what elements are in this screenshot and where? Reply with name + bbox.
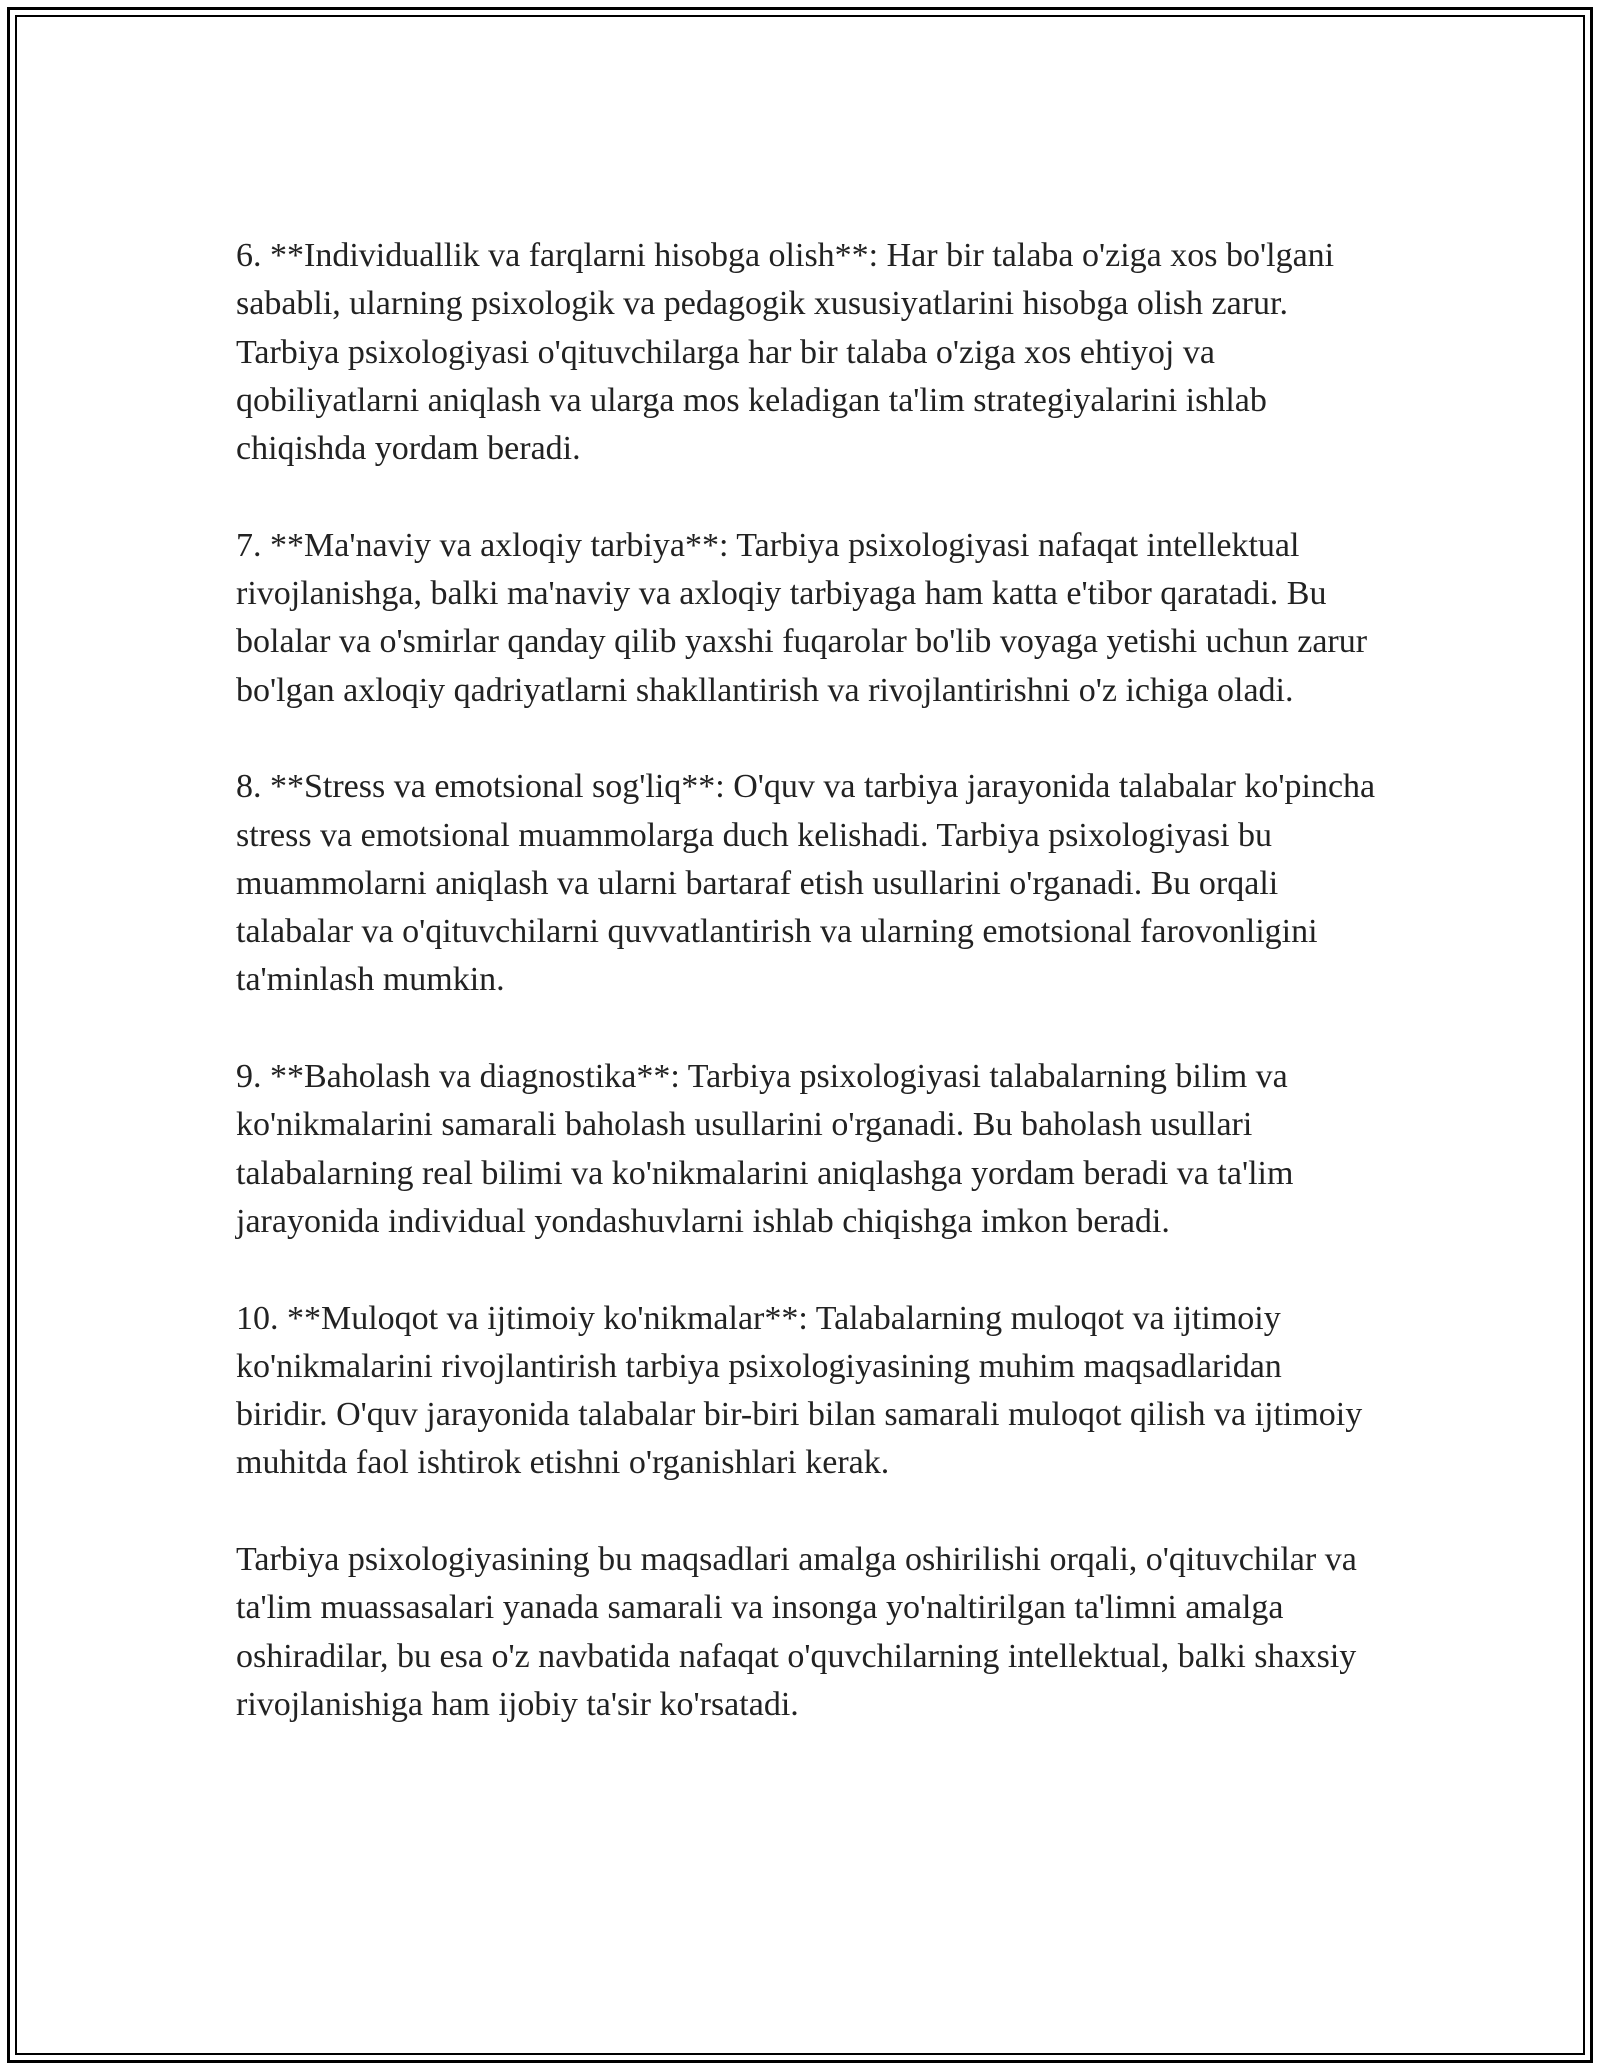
paragraph-conclusion: Tarbiya psixologiyasining bu maqsadlari amalga oshirilishi orqali, o'qituvchilar va ta'lim muassasalari yanada samarali va insonga yo'naltirilgan ta'limni amalga oshiradilar, bu esa o'z navbatida nafaqat o'quvchilarning intellektual, balki shaxsiy rivojlanishiga ham ijobiy ta'sir ko'rsatadi. [236, 1541, 1357, 1723]
paragraph-item-9: 9. **Baholash va diagnostika**: Tarbiya psixologiyasi talabalarning bilim va ko'nikmalarini samarali baholash usullarini o'rganadi. Bu baholash usullari talabalarning real bilimi va ko'nikmalarini aniqlashga yordam beradi va ta'lim jarayonida individual yondashuvlarni ishlab chiqishga imkon beradi. [236, 1058, 1294, 1240]
paragraph-item-8: 8. **Stress va emotsional sog'liq**: O'quv va tarbiya jarayonida talabalar ko'pincha stress va emotsional muammolarga duch kelishadi. Tarbiya psixologiyasi bu muammolarni aniqlash va ularni bartaraf etish usullarini o'rganadi. Bu orqali talabalar va o'qituvchilarni quvvatlantirish va ularning emotsional farovonligini ta'minlash mumkin. [236, 768, 1376, 999]
paragraph-item-7: 7. **Ma'naviy va axloqiy tarbiya**: Tarbiya psixologiyasi nafaqat intellektual rivojlanishga, balki ma'naviy va axloqiy tarbiyaga ham katta e'tibor qaratadi. Bu bolalar va o'smirlar qanday qilib yaxshi fuqarolar bo'lib voyaga yetishi uchun zarur bo'lgan axloqiy qadriyatlarni shakllantirish va rivojlantirishni o'z ichiga oladi. [236, 526, 1368, 709]
paragraph-item-10: 10. **Muloqot va ijtimoiy ko'nikmalar**: Talabalarning muloqot va ijtimoiy ko'nikmalarini rivojlantirish tarbiya psixologiyasining muhim maqsadlaridan biridir. O'quv jarayonida talabalar bir-biri bilan samarali muloqot qilish va ijtimoiy muhitda faol ishtirok etishni o'rganishlari kerak. [236, 1299, 1363, 1482]
paragraph-item-6: 6. **Individuallik va farqlarni hisobga olish**: Har bir talaba o'ziga xos bo'lgani sababli, ularning psixologik va pedagogik xususiyatlarini hisobga olish zarur. Tarbiya psixologiyasi o'qituvchilarga har bir talaba o'ziga xos ehtiyoj va qobiliyatlarni aniqlash va ularga mos keladigan ta'lim strategiyalarini ishlab chiqishda yordam beradi. [236, 237, 1335, 468]
document-body [236, 232, 1376, 1729]
